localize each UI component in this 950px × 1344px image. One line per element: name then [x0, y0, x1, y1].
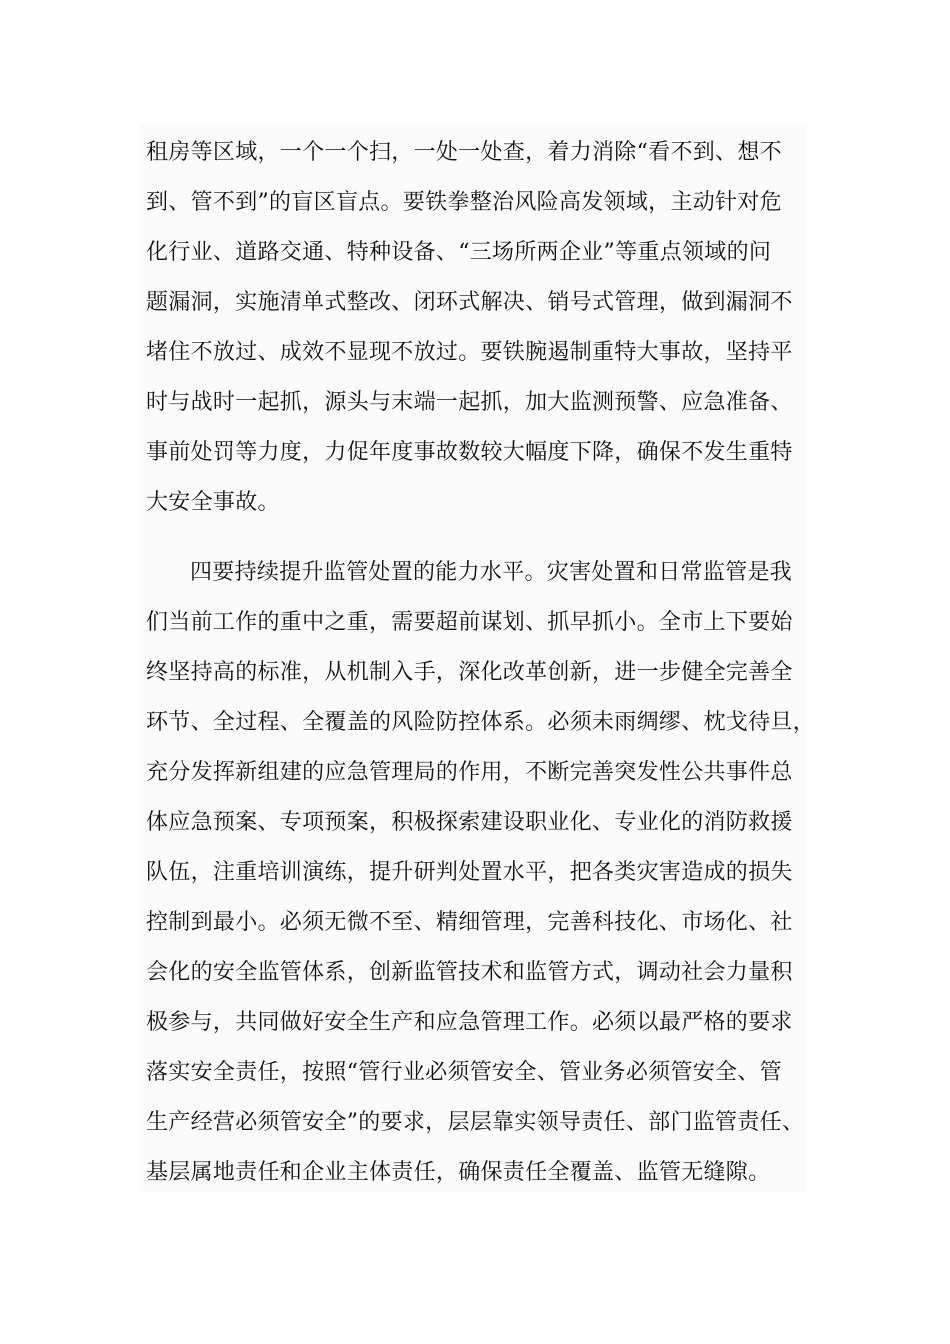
paragraph-1-line-3: 化行业、道路交通、特种设备、“三场所两企业”等重点领域的问 — [146, 240, 772, 265]
paragraph-2-line-4: 环节、全过程、全覆盖的风险防控体系。必须未雨绸缪、枕戈待旦， — [146, 710, 816, 735]
paragraph-1-line-7: 事前处罚等力度，力促年度事故数较大幅度下降，确保不发生重特 — [146, 440, 793, 465]
paragraph-2-line-8: 控制到最小。必须无微不至、精细管理，完善科技化、市场化、社 — [146, 910, 793, 935]
paragraph-1-line-5: 堵住不放过、成效不显现不放过。要铁腕遏制重特大事故，坚持平 — [146, 340, 793, 365]
paragraph-2-line-2: 们当前工作的重中之重，需要超前谋划、抓早抓小。全市上下要始 — [146, 610, 793, 635]
paragraph-2-line-1: 四要持续提升监管处置的能力水平。灾害处置和日常监管是我 — [190, 560, 793, 585]
paragraph-2-line-13: 基层属地责任和企业主体责任，确保责任全覆盖、监管无缝隙。 — [146, 1160, 771, 1185]
paragraph-2-line-12: 生产经营必须管安全”的要求，层层靠实领导责任、部门监管责任、 — [146, 1110, 805, 1135]
paragraph-2-line-9: 会化的安全监管体系，创新监管技术和监管方式，调动社会力量积 — [146, 960, 793, 985]
document-body — [140, 124, 816, 1192]
paragraph-1-line-1: 租房等区域，一个一个扫，一处一处查，着力消除“看不到、想不 — [146, 140, 782, 165]
paragraph-2-line-3: 终坚持高的标准，从机制入手，深化改革创新，进一步健全完善全 — [146, 660, 793, 685]
paragraph-1-line-2: 到、管不到”的盲区盲点。要铁拳整治风险高发领域，主动针对危 — [146, 190, 782, 215]
paragraph-2-line-10: 极参与，共同做好安全生产和应急管理工作。必须以最严格的要求 — [146, 1010, 793, 1035]
paragraph-2-line-6: 体应急预案、专项预案，积极探索建设职业化、专业化的消防救援 — [146, 810, 793, 835]
paragraph-2-line-5: 充分发挥新组建的应急管理局的作用，不断完善突发性公共事件总 — [146, 760, 793, 785]
paragraph-1-line-8: 大安全事故。 — [146, 490, 280, 515]
paragraph-1-line-6: 时与战时一起抓，源头与末端一起抓，加大监测预警、应急准备、 — [146, 390, 793, 415]
paragraph-1-line-4: 题漏洞，实施清单式整改、闭环式解决、销号式管理，做到漏洞不 — [146, 290, 793, 315]
paragraph-2-line-7: 队伍，注重培训演练，提升研判处置水平，把各类灾害造成的损失 — [146, 860, 793, 885]
paragraph-2-line-11: 落实安全责任，按照“管行业必须管安全、管业务必须管安全、管 — [146, 1060, 782, 1085]
